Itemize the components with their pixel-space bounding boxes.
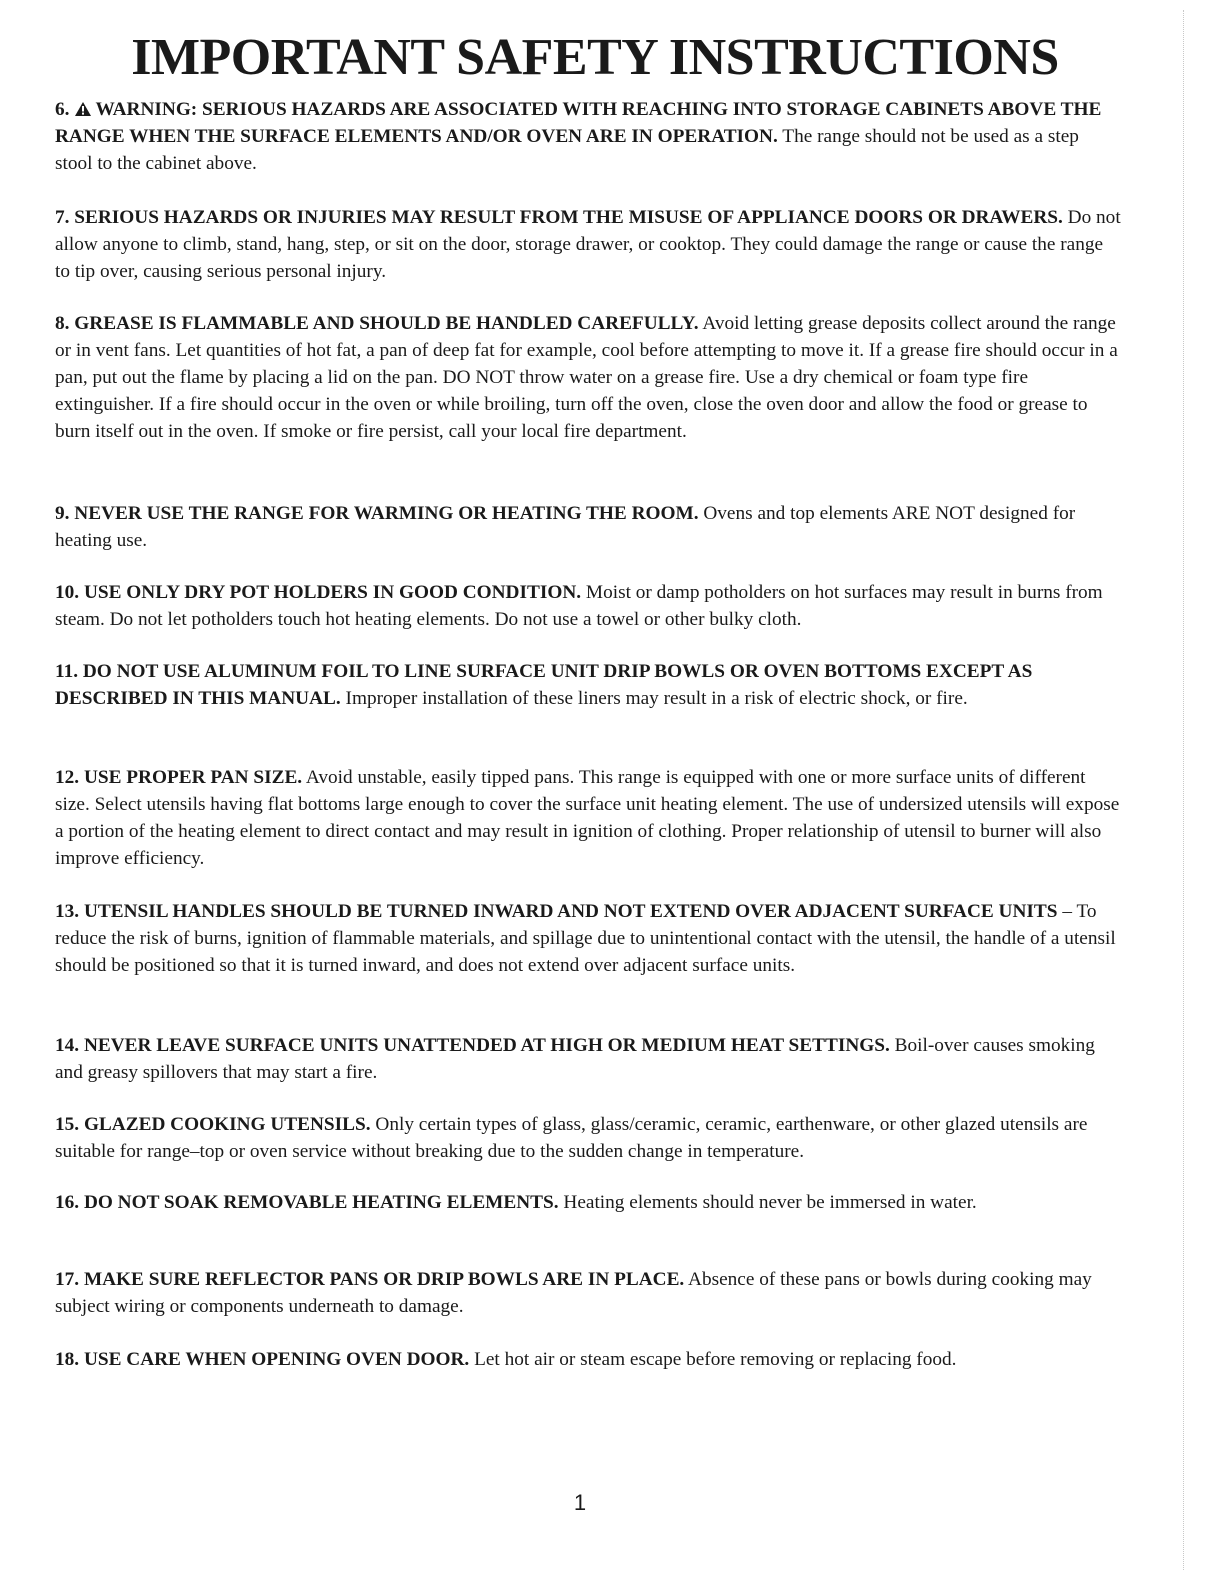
item-body: The range should not be used as a step stool to the cabinet above.: [55, 126, 1079, 174]
item-body: Only certain types of glass, glass/ceramic, ceramic, earthenware, or other glazed utensils are suitable for range–top or oven service without breaking due to the sudden change in temperature.: [55, 1114, 1088, 1162]
instruction-item-18: [55, 1346, 1121, 1373]
item-number: 11.: [55, 661, 79, 682]
item-heading: NEVER USE THE RANGE FOR WARMING OR HEATING THE ROOM.: [74, 503, 699, 524]
instruction-item-13: [55, 898, 1121, 979]
item-number: 9.: [55, 503, 70, 524]
page-title: IMPORTANT SAFETY INSTRUCTIONS: [131, 29, 1059, 86]
instruction-item-14: [55, 1032, 1121, 1086]
item-heading: SERIOUS HAZARDS OR INJURIES MAY RESULT FROM THE MISUSE OF APPLIANCE DOORS OR DRAWERS.: [74, 207, 1063, 228]
item-number: 18.: [55, 1349, 80, 1370]
item-number: 16.: [55, 1192, 80, 1213]
item-body: Let hot air or steam escape before removing or replacing food.: [474, 1349, 957, 1370]
item-body: Ovens and top elements ARE NOT designed for heating use.: [55, 503, 1076, 551]
item-body: Avoid letting grease deposits collect around the range or in vent fans. Let quantities of hot fat, a pan of deep fat for example, cool before attempting to move it. If a grease fire should occur in a pan, put out the flame by placing a lid on the pan. DO NOT throw water on a grease fire. Use a dry chemical or foam type fire extinguisher. If a fire should occur in the oven or while broiling, turn off the oven, close the oven door and allow the food or grease to burn itself out in the oven. If smoke or fire persist, call your local fire department.: [55, 313, 1118, 442]
item-body: Heating elements should never be immersed in water.: [563, 1192, 977, 1213]
instruction-item-7: [55, 204, 1121, 285]
instruction-item-12: [55, 764, 1121, 872]
item-number: 10.: [55, 582, 80, 603]
item-number: 12.: [55, 767, 80, 788]
item-number: 8.: [55, 313, 70, 334]
instruction-item-10: [55, 579, 1121, 633]
item-number: 6.: [55, 99, 70, 120]
instruction-item-17: [55, 1266, 1121, 1320]
item-body: Avoid unstable, easily tipped pans. This range is equipped with one or more surface units of different size. Select utensils having flat bottoms large enough to cover the surface unit heating element. The use of undersized utensils will expose a portion of the heating element to direct contact and may result in ignition of clothing. Proper relationship of utensil to burner will also improve efficiency.: [55, 767, 1120, 869]
item-heading: UTENSIL HANDLES SHOULD BE TURNED INWARD AND NOT EXTEND OVER ADJACENT SURFACE UNITS: [83, 901, 1058, 922]
page-number: 1: [573, 1490, 587, 1515]
item-number: 15.: [55, 1114, 80, 1135]
item-number: 13.: [55, 901, 80, 922]
instruction-item-8: [55, 310, 1121, 445]
item-heading: USE CARE WHEN OPENING OVEN DOOR.: [83, 1349, 470, 1370]
item-heading: NEVER LEAVE SURFACE UNITS UNATTENDED AT HIGH OR MEDIUM HEAT SETTINGS.: [83, 1035, 890, 1056]
item-number: 7.: [55, 207, 70, 228]
item-number: 17.: [55, 1269, 80, 1290]
warning-icon: [75, 102, 91, 116]
item-body: Boil-over causes smoking and greasy spillovers that may start a fire.: [55, 1035, 1095, 1083]
page-edge-line: [1183, 10, 1184, 1570]
instruction-item-16: [55, 1189, 1121, 1216]
instruction-item-15: [55, 1111, 1121, 1165]
item-body: Moist or damp potholders on hot surfaces may result in burns from steam. Do not let potholders touch hot heating elements. Do not use a towel or other bulky cloth.: [55, 582, 1103, 630]
item-heading: USE ONLY DRY POT HOLDERS IN GOOD CONDITION.: [83, 582, 582, 603]
item-number: 14.: [55, 1035, 80, 1056]
instruction-item-6: [55, 96, 1121, 177]
item-heading: WARNING: SERIOUS HAZARDS ARE ASSOCIATED WITH REACHING INTO STORAGE CABINETS ABOVE THE RANGE WHEN THE SURFACE ELEMENTS AND/OR OVEN ARE IN OPERATION.: [55, 99, 1102, 147]
item-body: Do not allow anyone to climb, stand, hang, step, or sit on the door, storage drawer, or cooktop. They could damage the range or cause the range to tip over, causing serious personal injury.: [55, 207, 1121, 282]
item-heading: GLAZED COOKING UTENSILS.: [83, 1114, 371, 1135]
item-body: Absence of these pans or bowls during cooking may subject wiring or components underneath to damage.: [55, 1269, 1092, 1317]
item-heading: DO NOT USE ALUMINUM FOIL TO LINE SURFACE UNIT DRIP BOWLS OR OVEN BOTTOMS EXCEPT AS DESCRIBED IN THIS MANUAL.: [55, 661, 1033, 709]
item-heading: GREASE IS FLAMMABLE AND SHOULD BE HANDLED CAREFULLY.: [74, 313, 699, 334]
item-heading: DO NOT SOAK REMOVABLE HEATING ELEMENTS.: [83, 1192, 559, 1213]
item-heading: USE PROPER PAN SIZE.: [83, 767, 303, 788]
item-heading: MAKE SURE REFLECTOR PANS OR DRIP BOWLS ARE IN PLACE.: [83, 1269, 685, 1290]
item-body: Improper installation of these liners may result in a risk of electric shock, or fire.: [345, 688, 968, 709]
item-body: – To reduce the risk of burns, ignition of flammable materials, and spillage due to unintentional contact with the utensil, the handle of a utensil should be positioned so that it is turned inward, and does not extend over adjacent surface units.: [55, 901, 1116, 976]
instruction-item-11: [55, 658, 1121, 712]
instruction-item-9: [55, 500, 1121, 554]
